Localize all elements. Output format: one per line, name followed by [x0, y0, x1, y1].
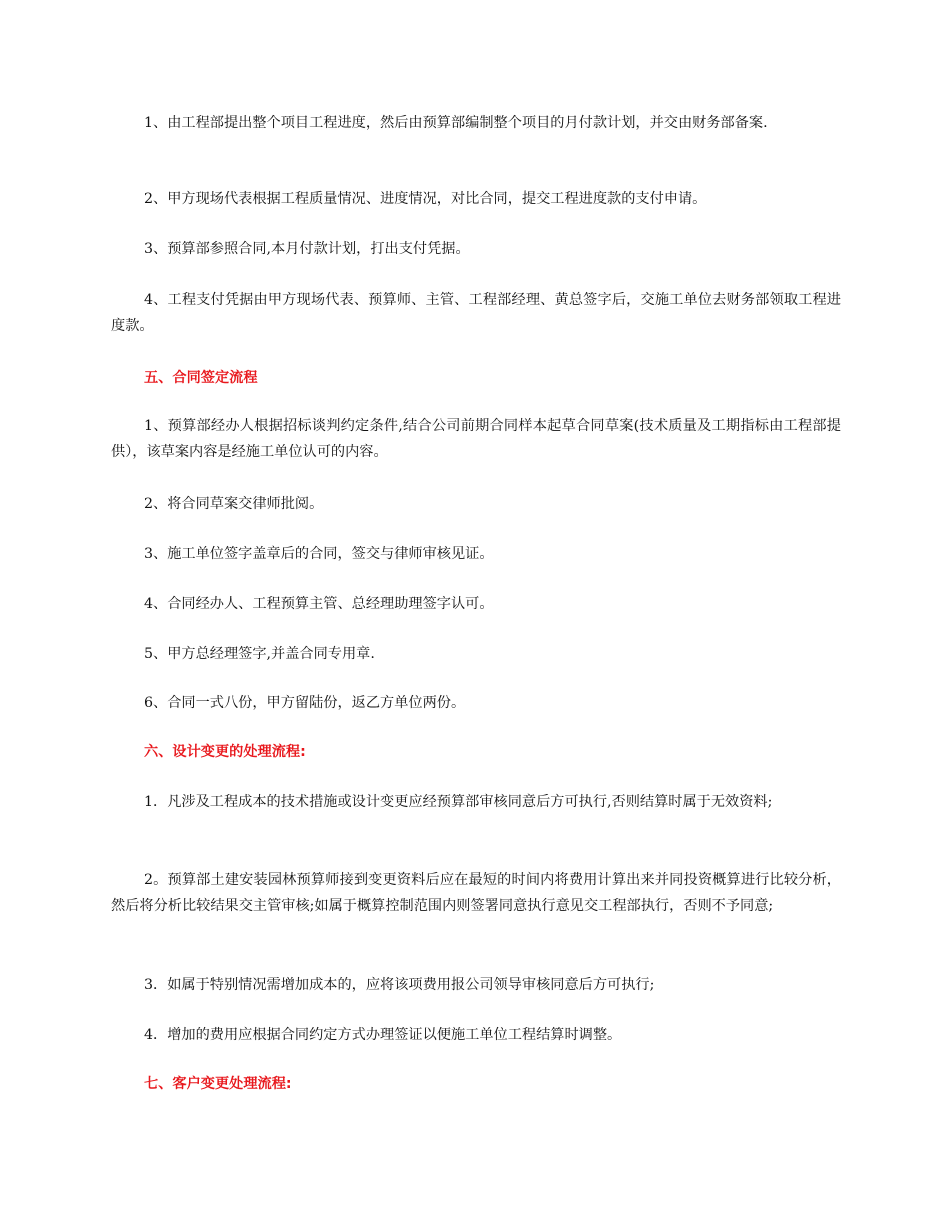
section-heading-contract: 五、合同签定流程	[144, 370, 258, 386]
paragraph-design-2: 2。预算部土建安装园林预算师接到变更资料后应在最短的时间内将费用计算出来并同投资概算进行比较分析，然后将分析比较结果交主管审核;如属于概算控制范围内则签署同意执行意见交工程部执行，否则不予同意;	[111, 872, 841, 914]
paragraph-contract-1: 1、预算部经办人根据招标谈判约定条件,结合公司前期合同样本起草合同草案(技术质量及工期指标由工程部提供），该草案内容是经施工单位认可的内容。	[111, 418, 841, 460]
paragraph-design-3: 3．如属于特别情况需增加成本的，应将该项费用报公司领导审核同意后方可执行;	[144, 977, 655, 993]
paragraph-design-1: 1．凡涉及工程成本的技术措施或设计变更应经预算部审核同意后方可执行,否则结算时属于无效资料;	[144, 794, 773, 810]
paragraph-payment-1: 1、由工程部提出整个项目工程进度，然后由预算部编制整个项目的月付款计划，并交由财务部备案.	[144, 115, 768, 131]
paragraph-contract-4: 4、合同经办人、工程预算主管、总经理助理签字认可。	[144, 596, 494, 612]
paragraph-contract-6: 6、合同一式八份，甲方留陆份，返乙方单位两份。	[144, 695, 466, 711]
paragraph-contract-5: 5、甲方总经理签字,并盖合同专用章.	[144, 646, 375, 662]
section-heading-design-change: 六、设计变更的处理流程:	[144, 744, 306, 760]
paragraph-contract-3: 3、施工单位签字盖章后的合同，签交与律师审核见证。	[144, 546, 494, 562]
paragraph-contract-2: 2、将合同草案交律师批阅。	[144, 496, 324, 512]
section-heading-customer-change: 七、客户变更处理流程:	[144, 1076, 292, 1092]
paragraph-design-4: 4．增加的费用应根据合同约定方式办理签证以便施工单位工程结算时调整。	[144, 1027, 622, 1043]
paragraph-payment-2: 2、甲方现场代表根据工程质量情况、进度情况，对比合同，提交工程进度款的支付申请。	[144, 191, 707, 207]
paragraph-payment-4: 4、工程支付凭据由甲方现场代表、预算师、主管、工程部经理、黄总签字后，交施工单位去财务部领取工程进度款。	[111, 292, 841, 334]
paragraph-payment-3: 3、预算部参照合同,本月付款计划，打出支付凭据。	[144, 241, 470, 257]
